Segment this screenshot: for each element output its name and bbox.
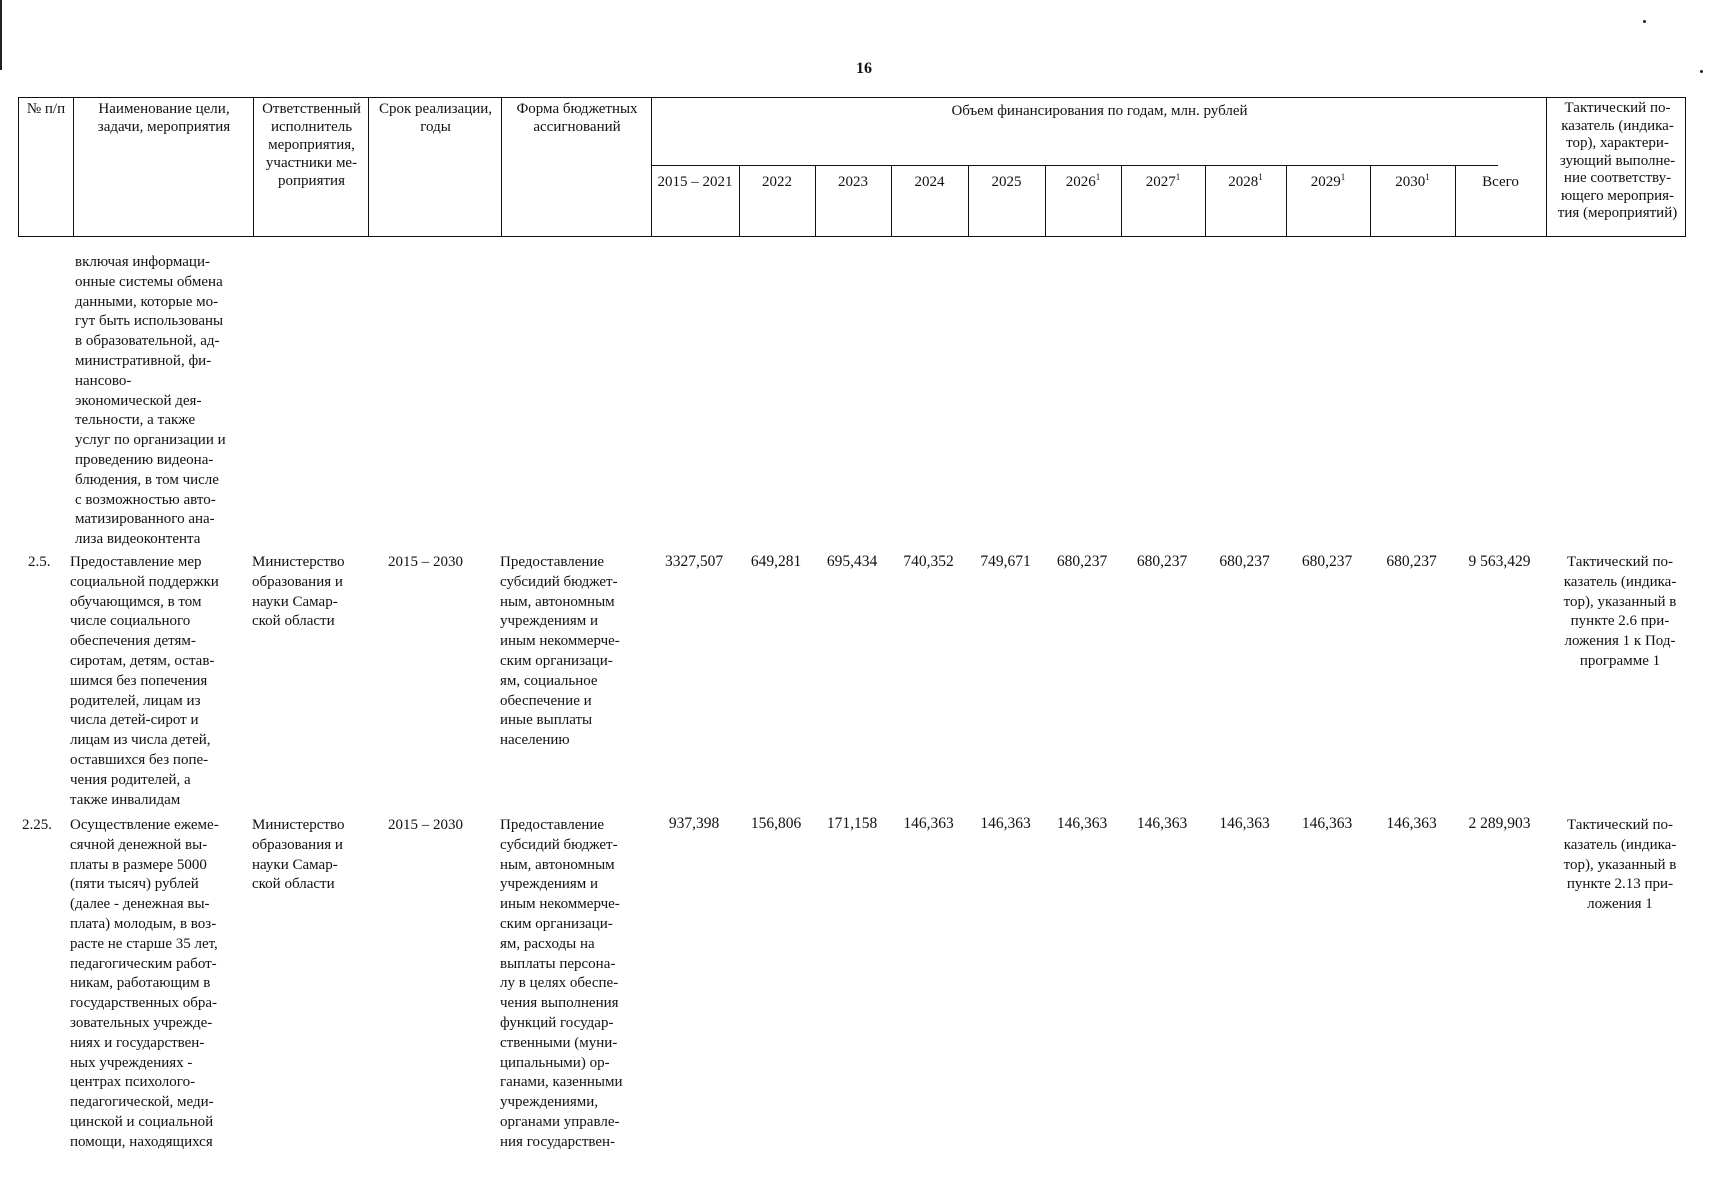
row-term: 2015 – 2030	[388, 554, 463, 570]
row-value: 740,352	[903, 553, 954, 570]
header-year: 2024	[914, 174, 945, 190]
row-value: 146,363	[1301, 815, 1353, 832]
header-year: 2026$^1$	[1065, 172, 1101, 190]
header-year: 2027$^1$	[1145, 172, 1181, 190]
row-value: 146,363	[1136, 815, 1188, 832]
row-value: 695,434	[826, 553, 878, 570]
row-value: 649,281	[750, 553, 802, 570]
row-form: Предоставление субсидий бюджет- ным, автономным учреждениям и иным некоммерче- ским организаци- ям, социальное обеспечение и иные выплаты населению	[500, 554, 620, 749]
row-name: Предоставление мер социальной поддержки обучающимся, в том числе социального обеспечения детям- сиротам, детям, остав- шимся без попечения родителей, лицам из числа детей-сирот и лицам из числа детей, оставшихся без попе- чения родителей, а также инвалидам	[70, 554, 219, 808]
header-volume: Объем финансирования по годам, млн. рублей	[951, 103, 1248, 119]
row-value: 146,363	[1056, 815, 1108, 832]
header-year-total: Всего	[1482, 174, 1519, 190]
row-indicator: Тактический по- казатель (индика- тор), указанный в пункте 2.13 при- ложения 1	[1563, 817, 1677, 913]
row-term: 2015 – 2030	[388, 817, 463, 833]
table-header	[18, 97, 1686, 237]
scan-artifact	[1643, 20, 1646, 23]
header-indicator: Тактический по- казатель (индика- тор), характери- зующий выполне- ние соответству- ющего мероприя- тия (мероприятий)	[1557, 100, 1678, 221]
row-name: Осуществление ежеме- сячной денежной вы- платы в размере 5000 (пяти тысяч) рублей (далее - денежная вы- плата) молодым, в воз- расте не старше 35 лет, педагогическим работ- никам, работающим в государственных обра- зовательных учрежде- ниях и государствен- ных учреждениях - центрах психолого- педагогической, меди- цинской и социальной помощи, находящихся	[70, 817, 219, 1150]
header-responsible: Ответственный исполнитель мероприятия, участники ме- роприятия	[262, 101, 361, 189]
row-responsible: Министерство образования и науки Самар- ской области	[252, 554, 345, 630]
row-number: 2.5.	[28, 554, 51, 570]
row-value: 171,158	[826, 815, 878, 832]
header-form: Форма бюджетных ассигнований	[516, 101, 638, 135]
row-value: 937,398	[668, 815, 720, 832]
header-year: 2028$^1$	[1228, 172, 1263, 190]
row-total: 9 563,429	[1468, 553, 1531, 570]
row-value: 3327,507	[664, 553, 724, 570]
continued-row-name: включая информаци- онные системы обмена данными, которые мо- гут быть использованы в образовательной, ад- министративной, фи- нансово- экономической дея- тельности, а также услуг по организации и проведению видеона- блюдения, в том числе с возможностью авто- матизированного ана- лиза видеоконтента	[75, 254, 226, 548]
page-number: 16	[856, 60, 872, 77]
row-value: 749,671	[980, 553, 1031, 570]
row-responsible: Министерство образования и науки Самар- ской области	[252, 817, 345, 893]
row-indicator: Тактический по- казатель (индика- тор), указанный в пункте 2.6 при- ложения 1 к Под- программе 1	[1563, 554, 1677, 669]
header-name: Наименование цели, задачи, мероприятия	[97, 101, 231, 135]
header-year: 2022	[762, 174, 792, 190]
row-value: 146,363	[1219, 815, 1270, 832]
header-year: 2029$^1$	[1310, 172, 1346, 190]
header-year: 2023	[838, 174, 868, 190]
row-value: 680,237	[1219, 553, 1270, 570]
header-year: 2025	[991, 174, 1022, 190]
row-value: 680,237	[1136, 553, 1188, 570]
row-value: 680,237	[1301, 553, 1353, 570]
row-value: 146,363	[980, 815, 1031, 832]
row-value: 146,363	[1386, 815, 1437, 832]
header-year: 2015 – 2021	[657, 174, 733, 190]
header-term: Срок реализации, годы	[378, 101, 493, 135]
row-value: 146,363	[903, 815, 954, 832]
row-value: 680,237	[1056, 553, 1108, 570]
row-value: 156,806	[750, 815, 802, 832]
row-number: 2.25.	[22, 817, 52, 833]
row-total: 2 289,903	[1468, 815, 1531, 832]
row-value: 680,237	[1386, 553, 1437, 570]
row-form: Предоставление субсидий бюджет- ным, автономным учреждениям и иным некоммерче- ским организаци- ям, расходы на выплаты персона- лу в целях обеспе- чения выполнения функций государ- ственными (муни- ципальными) ор- ганами, казенными учреждениями, органами управле- ния государствен-	[500, 817, 623, 1150]
header-year: 2030$^1$	[1395, 172, 1430, 190]
header-number: № п/п	[26, 101, 66, 117]
